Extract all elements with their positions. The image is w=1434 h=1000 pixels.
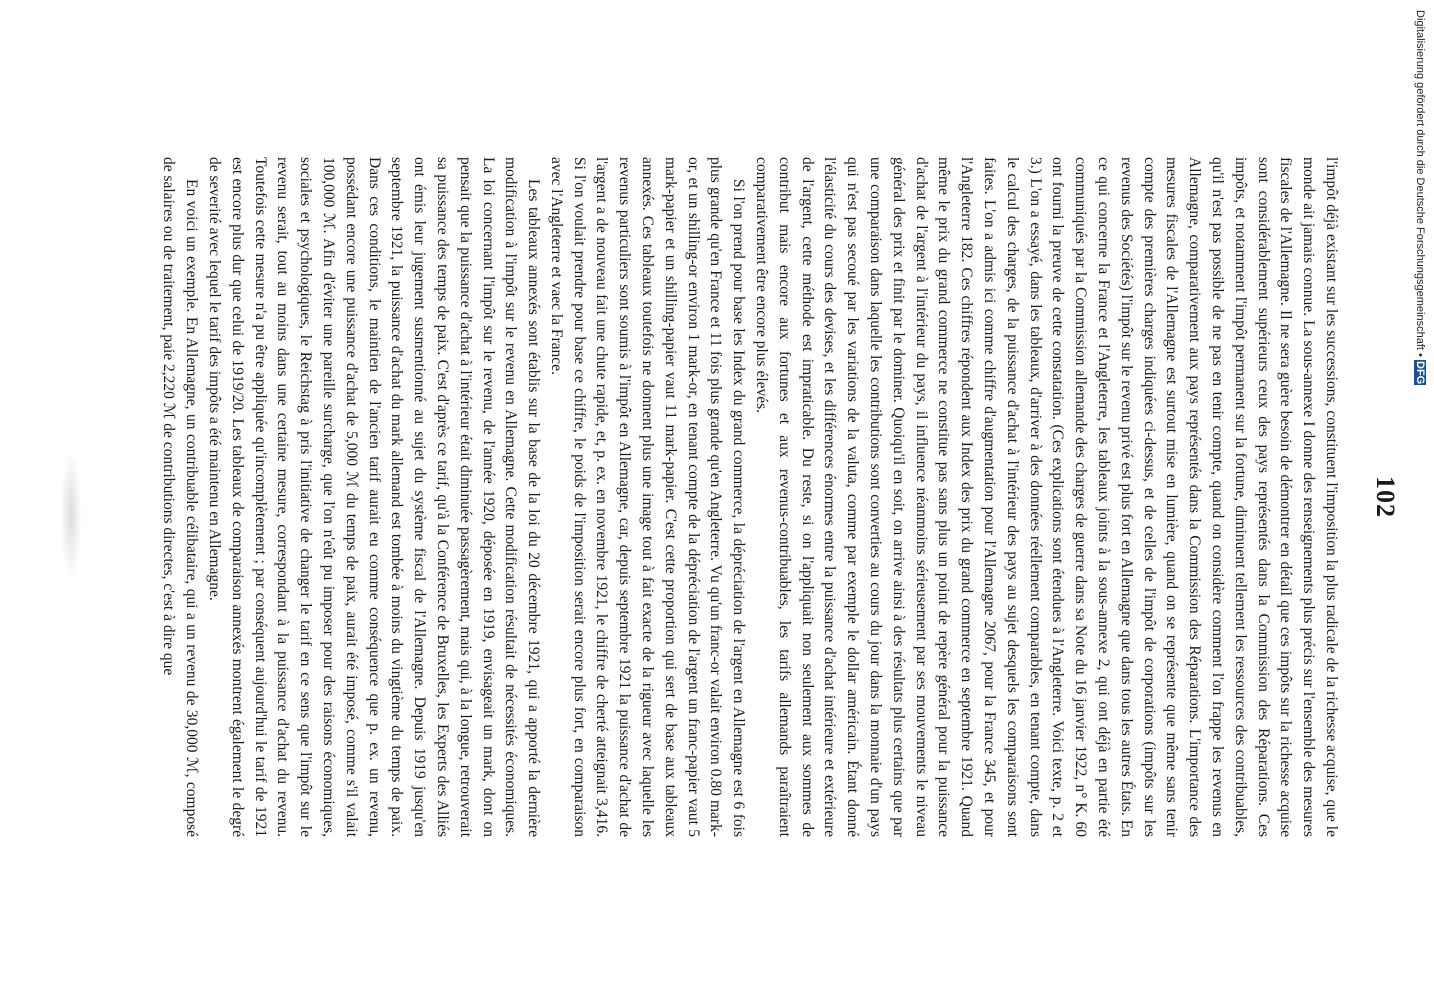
page-content	[82, 157, 1400, 837]
body-text	[157, 157, 1342, 837]
paragraph: l'impôt déjà existant sur les successions, constituent l'imposition la plus radicale de la richesse acquise, que le monde ait jamais connue. La sous-annexe I donne des renseignements plus précis sur l'ensemble des mesures fiscales de l'Allemagne. Il ne sera guère besoin de démontrer en détail que ces impôts sur la richesse acquise sont considérablement supérieurs ceux des pays représentés dans la Commission des Réparations. Ces impôts, et notamment l'impôt permanent sur la fortune, diminuent tellement les ressources des contribuables, qu'il n'est pas possible de ne pas en tenir compte, quand on considère comment l'on frappe les revenus en Allemagne, comparativement aux pays représentés dans la Commission des Réparations. L'importance des mesures fiscales de l'Allemagne est surtout mise en lumière, quand on se représente que même sans tenir compte des premières charges indiquées ci-dessus, et de celles de l'impôt de corporations (impôts sur les revenus des Sociétés) l'impôt sur le revenu privé est plus fort en Allemagne que dans tous les autres États. En ce qui concerne la France et l'Angleterre, les tableaux joints à la sous-annexe 2, qui ont déjà en partie été communiqués par la Commission allemande des charges de guerre dans sa Note du 16 janvier 1922, n° K. 60 ont fourni la preuve de cette constatation. (Ces explications sont étendues à l'Angleterre. Voici texte, p. 2 et 3.) L'on a essayé, dans les tableaux, d'arriver à des données réellement comparables, en tenant compte, dans le calcul des charges, de la puissance d'achat à l'intérieur des pays au sujet desquels les comparaisons sont faites. L'on a admis ici comme chiffre d'augmentation pour l'Allemagne 2067, pour la France 345, et pour l'Angleterre 182. Ces chiffres répondent aux Index des prix du grand commerce en septembre 1921. Quand même le prix du grand commerce ne constitue pas sans plus un point de repère général pour la puissance d'achat de l'argent à l'intérieur du pays, il influence néanmoins sérieusement par ses mouvements le niveau général des prix et finit par le dominer. Quoiqu'il en soit, on arrive ainsi à des résultats plus certains que par une comparaison dans laquelle les contributions sont converties au cours du jour dans la monnaie d'un pays qui n'est pas secoué par les variations de la valuta, comme par exemple le dollar américain. Étant donné l'élasticité du cours des devises, et les différences énormes entre la puissance d'achat intérieure et extérieure de l'argent, cette méthode est impraticable. Du reste, si on l'appliquait non seulement aux sommes de contribut mais encore aux fortunes et aux revenus-contribuables, les tarifs allemands paraîtraient comparativement être encore plus élevés.	[753, 157, 1340, 837]
paragraph: Si l'on prend pour base les Index du grand commerce, la dépréciation de l'argent en Allemagne est 6 fois plus grande qu'en France et 11 fois plus grande qu'en Angleterre. Vu qu'un franc-or valait environ 0.80 mark-or, et un shilling-or environ 1 mark-or, en tenant compte de la dépréciation de l'argent un franc-papier vaut 5 mark-papier et un shilling-papier vaut 11 mark-papier. C'est cette proportion qui sert de base aux tableaux annexés. Ces tableaux toutefois ne donnent plus une image tout à fait exacte de la rigueur avec laquelle les revenus particuliers sont soumis à l'impôt en Allemagne, car, depuis septembre 1921 la puissance d'achat de l'argent a de nouveau fait une chute rapide, et, p. ex. en novembre 1921, le chiffre de cherté atteignait 3,416. Si l'on voulait prendre pour base ce chiffre, le poids de l'imposition serait encore plus fort, en comparaison avec l'Angleterre et vaec la France.	[547, 157, 748, 837]
paragraph: En voici un exemple. En Allemagne, un contribuable célibataire, qui a un revenu de 30,000 ℳ, composé de salaires ou de traitement, paie 2,220 ℳ de contributions directes, c'est à dire que	[160, 157, 201, 837]
credit-text: Digitalisierung gefördert durch die Deutsche Forschungsgemeinschaft •	[1414, 10, 1426, 357]
digitization-credit	[1406, 10, 1426, 970]
page-number: 102	[1371, 476, 1400, 518]
scan-smudge	[60, 450, 82, 580]
paragraph: Les tableaux annexés sont établis sur la base de la loi du 20 décembre 1921, qui a apporté la dernière modification à l'impôt sur le revenu en Allemagne. Cette modification résultait de nécessités économiques. La loi concernant l'impôt sur le revenu, de l'année 1920, déposée en 1919, envisageait un mark, dont on pensait que la puissance d'achat à l'intérieur était diminuée passagèrement, mais qui, à la longue, retrouverait sa puissance des temps de paix. C'est d'après ce tarif, qu'à la Conférence de Bruxelles, les Experts des Alliés ont émis leur jugement susmentionné au sujet du système fiscal de l'Allemagne. Depuis 1919 jusqu'en septembre 1921, la puissance d'achat du mark allemand est tombée à moins du vingtième du temps de paix. Dans ces conditions, le maintien de l'ancien tarif aurait eu comme conséquence que p. ex. un revenu, possédant encore une puissance d'achat de 5,000 ℳ du temps de paix, aurait été imposé, comme s'il valait 100,000 ℳ. Afin d'éviter une pareille surcharge, que l'on n'eût pu imposer pour des raisons économiques, sociales et psychologiques, le Reichstag à pris l'initiative de changer le tarif en ce sens que l'impôt sur le revenu serait, tout au moins dans une certaine mesure, correspondant à la puissance d'achat du revenu. Toutefois cette mesure n'a pu être appliquée qu'incomplètement ; par conséquent aujourd'hui le tarif de 1921 est encore plus dur que celui de 1919/20. Les tableaux de comparaison annexés montrent également le degré de severité avec lequel le tarif des impôts a été maintenu en Allemagne.	[205, 157, 543, 837]
dfg-logo: DFG	[1414, 360, 1426, 385]
scanned-page	[82, 157, 1400, 837]
